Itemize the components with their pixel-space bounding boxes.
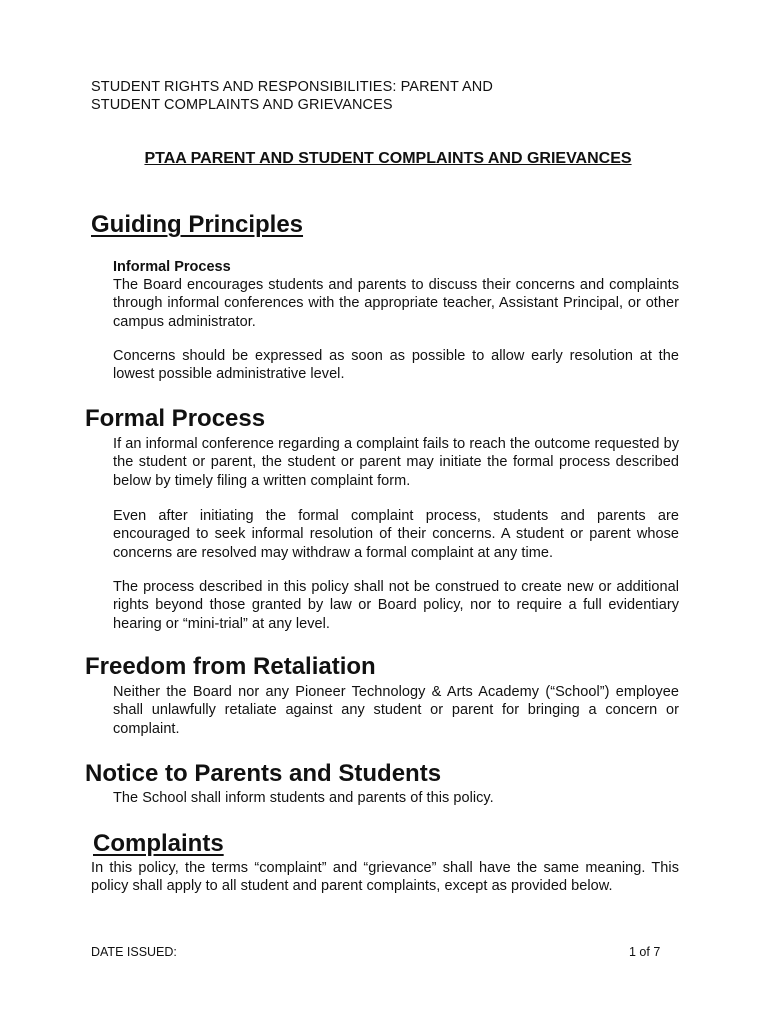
complaints-paragraph: In this policy, the terms “complaint” and “grievance” shall have the same meaning. This policy shall apply to all student and parent complaints, except as provided below. [91, 860, 679, 895]
guiding-paragraph-1: The Board encourages students and parents to discuss their concerns and complaints through informal conferences with the appropriate teacher, Assistant Principal, or other campus administrator. [113, 277, 679, 330]
heading-formal-process: Formal Process [85, 405, 266, 432]
notice-paragraph: The School shall inform students and parents of this policy. [113, 790, 494, 806]
guiding-paragraph-2: Concerns should be expressed as soon as possible to allow early resolution at the lowest possible administrative level. [113, 348, 679, 383]
heading-guiding-principles: Guiding Principles [91, 211, 304, 238]
document-title: PTAA PARENT AND STUDENT COMPLAINTS AND GRIEVANCES [144, 150, 632, 167]
heading-notice-to-parents: Notice to Parents and Students [85, 760, 442, 787]
retaliation-paragraph: Neither the Board nor any Pioneer Technology & Arts Academy (“School”) employee shall unlawfully retaliate against any student or parent for bringing a concern or complaint. [113, 684, 679, 737]
formal-paragraph-3: The process described in this policy shall not be construed to create new or additional rights beyond those granted by law or Board policy, nor to require a full evidentiary hearing or “mini-trial” at any level. [113, 579, 679, 632]
header-line-2: STUDENT COMPLAINTS AND GRIEVANCES [91, 97, 393, 113]
subheading-informal-process: Informal Process [113, 259, 231, 275]
heading-freedom-from-retaliation: Freedom from Retaliation [85, 653, 376, 680]
footer-date-issued: DATE ISSUED: [91, 945, 177, 959]
formal-paragraph-2: Even after initiating the formal complaint process, students and parents are encouraged to seek informal resolution of their concerns. A student or parent whose concerns are resolved may withdraw a formal complaint at any time. [113, 508, 679, 561]
footer-page-number: 1 of 7 [629, 945, 661, 959]
header-line-1: STUDENT RIGHTS AND RESPONSIBILITIES: PARENT AND [91, 79, 493, 95]
formal-paragraph-1: If an informal conference regarding a complaint fails to reach the outcome requested by the student or parent, the student or parent may initiate the formal process described below by timely filing a written complaint form. [113, 436, 679, 489]
heading-complaints: Complaints [93, 830, 224, 857]
